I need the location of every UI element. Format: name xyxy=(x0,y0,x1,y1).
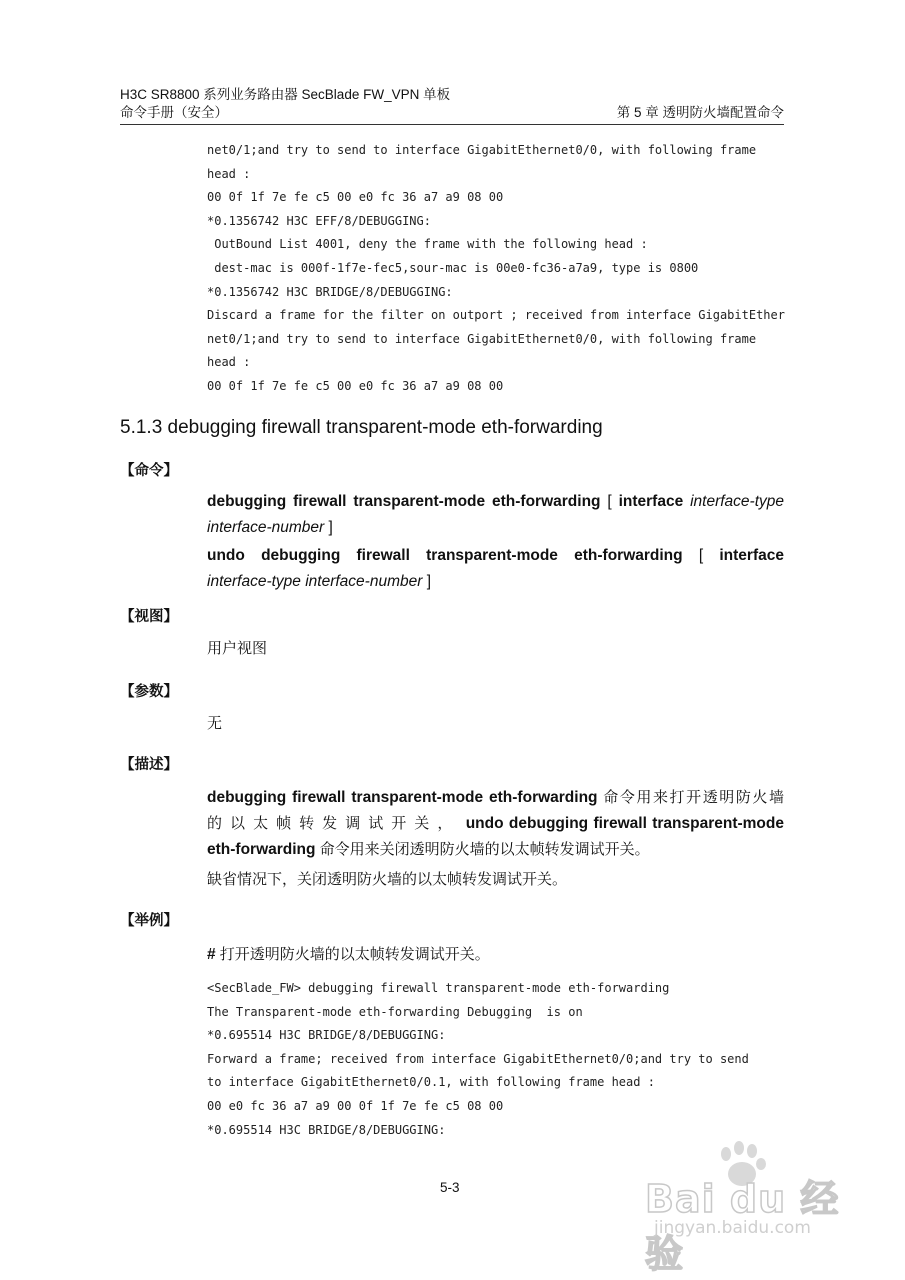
params-text: 无 xyxy=(207,715,223,732)
watermark-logo-text: Bai du 经验 xyxy=(645,1177,840,1276)
description-text: 命令用来打开透明防火墙 xyxy=(597,789,784,806)
command-keyword: debugging firewall transparent-mode eth-forwarding xyxy=(207,493,601,510)
code-line: *0.1356742 H3C EFF/8/DEBUGGING: xyxy=(207,213,431,228)
code-line: net0/1;and try to send to interface GigabitEthernet0/0, with following frame xyxy=(207,143,757,157)
baidu-jingyan-watermark xyxy=(640,1140,860,1276)
code-line: Discard a frame for the filter on outport ; received from interface GigabitEther xyxy=(207,308,785,323)
doc-subtitle: 命令手册（安全） xyxy=(120,105,228,120)
description-default: 缺省情况下，关闭透明防火墙的以太帧转发调试开关。 xyxy=(207,871,568,888)
description-undo-command: undo debugging firewall transparent-mode xyxy=(460,815,784,832)
code-line: to interface GigabitEthernet0/0.1, with following frame head : xyxy=(207,1075,655,1090)
code-line: Forward a frame; received from interface GigabitEthernet0/0;and try to send xyxy=(207,1051,749,1066)
code-line: <SecBlade_FW> debugging firewall transparent-mode eth-forwarding xyxy=(207,981,670,995)
description-line-1 xyxy=(207,785,784,811)
heading-view: 【视图】 xyxy=(120,609,178,625)
description-line-2 xyxy=(207,811,784,837)
section-title: 5.1.3 debugging firewall transparent-mode eth-forwarding xyxy=(120,417,603,438)
bracket-close: ] xyxy=(422,573,432,590)
watermark-url: jingyan.baidu.com xyxy=(654,1218,811,1238)
command-line-2 xyxy=(207,515,784,541)
heading-command: 【命令】 xyxy=(120,463,178,479)
undo-command-keyword: undo debugging firewall transparent-mode eth-forwarding xyxy=(207,547,683,564)
undo-line-1 xyxy=(207,543,784,569)
doc-title: H3C SR8800 系列业务路由器 SecBlade FW_VPN 单板 xyxy=(120,87,451,102)
code-line: head : xyxy=(207,355,251,370)
command-syntax xyxy=(207,489,784,595)
description-command: debugging firewall transparent-mode eth-forwarding xyxy=(207,789,598,806)
chapter-title: 第 5 章 透明防火墙配置命令 xyxy=(616,105,784,120)
page-number: 5-3 xyxy=(440,1180,460,1195)
code-line: 00 0f 1f 7e fe c5 00 e0 fc 36 a7 a9 08 00 xyxy=(207,190,504,205)
code-line: 00 e0 fc 36 a7 a9 00 0f 1f 7e fe c5 08 00 xyxy=(207,1098,504,1113)
comment-text: 打开透明防火墙的以太帧转发调试开关。 xyxy=(215,946,490,963)
description-line-3 xyxy=(207,837,784,863)
description-undo-command-cont: eth-forwarding xyxy=(207,841,316,858)
bracket-open: [ xyxy=(682,547,720,564)
header-rule xyxy=(120,124,784,125)
code-line: The Transparent-mode eth-forwarding Debugging is on xyxy=(207,1004,583,1019)
heading-example: 【举例】 xyxy=(120,913,178,929)
interface-args: interface-type interface-number xyxy=(207,573,423,590)
undo-line-2 xyxy=(207,569,784,595)
code-line: *0.695514 H3C BRIDGE/8/DEBUGGING: xyxy=(207,1122,446,1137)
comment-hash: # xyxy=(207,946,216,963)
code-line: OutBound List 4001, deny the frame with the following head : xyxy=(207,237,648,252)
description-text: 命令用来关闭透明防火墙的以太帧转发调试开关。 xyxy=(315,841,650,858)
example-code-block xyxy=(207,977,797,1142)
heading-params: 【参数】 xyxy=(120,684,178,700)
view-text: 用户视图 xyxy=(207,640,268,657)
interface-number-arg: interface-number xyxy=(207,519,325,536)
top-code-block xyxy=(207,139,797,399)
code-line: *0.695514 H3C BRIDGE/8/DEBUGGING: xyxy=(207,1028,446,1043)
bracket-close: ] xyxy=(324,519,333,536)
description-text: 的以太帧转发调试开关， xyxy=(207,815,461,832)
interface-keyword: interface xyxy=(719,547,784,564)
bracket-open: [ xyxy=(600,493,619,510)
interface-keyword: interface xyxy=(618,493,684,510)
example-comment xyxy=(207,942,784,968)
code-line: *0.1356742 H3C BRIDGE/8/DEBUGGING: xyxy=(207,284,453,299)
interface-type-arg: interface-type xyxy=(683,493,784,510)
code-line: net0/1;and try to send to interface GigabitEthernet0/0, with following frame xyxy=(207,331,757,346)
heading-description: 【描述】 xyxy=(120,757,178,773)
code-line: 00 0f 1f 7e fe c5 00 e0 fc 36 a7 a9 08 00 xyxy=(207,378,504,393)
description-body xyxy=(207,785,784,893)
code-line: dest-mac is 000f-1f7e-fec5,sour-mac is 00e0-fc36-a7a9, type is 0800 xyxy=(207,260,699,275)
command-line-1 xyxy=(207,489,784,515)
code-line: head : xyxy=(207,166,251,181)
